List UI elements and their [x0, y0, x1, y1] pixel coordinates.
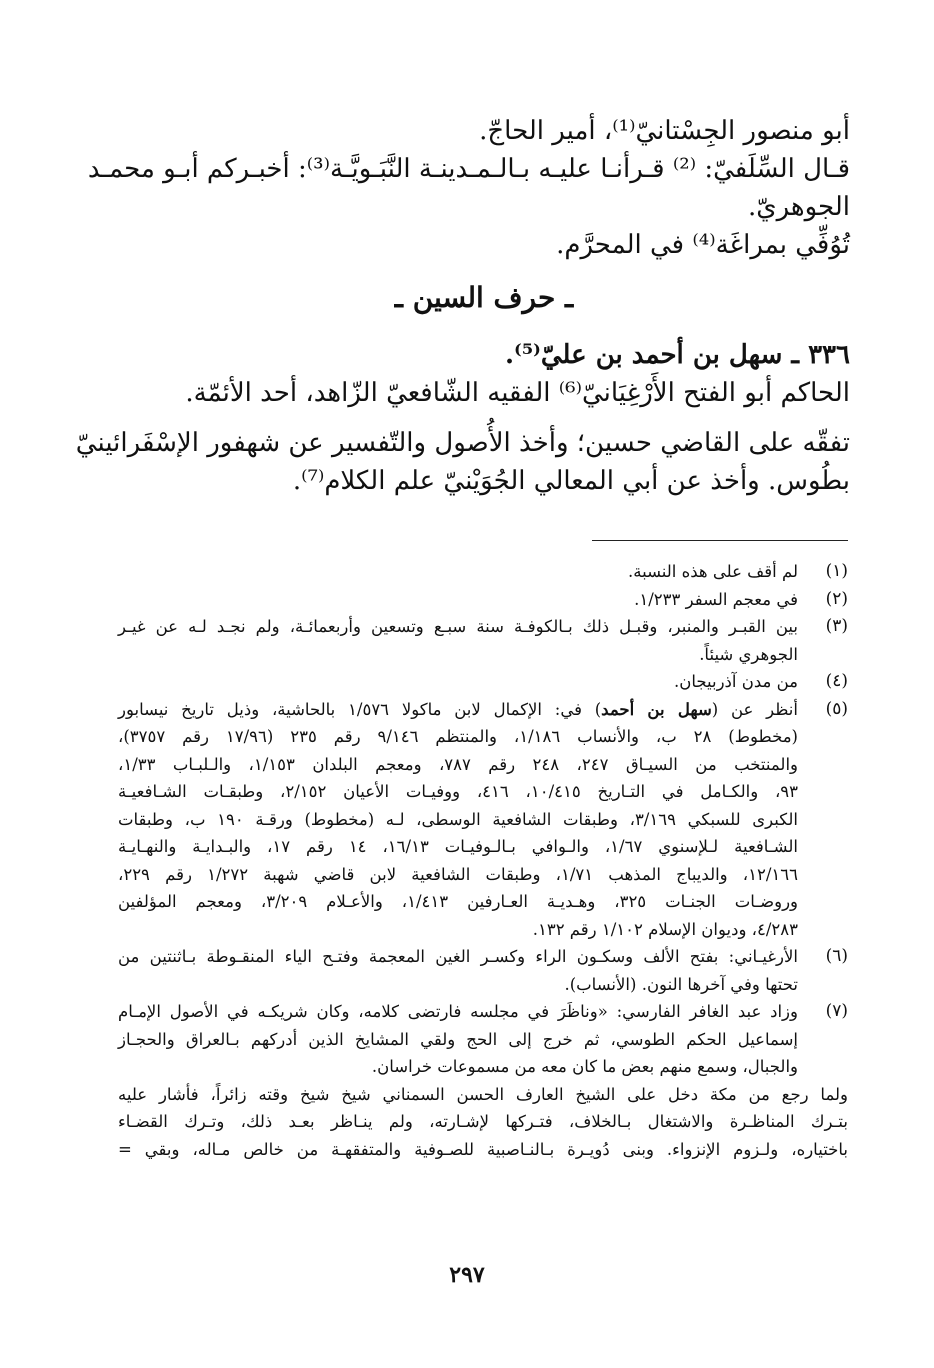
footnote [118, 613, 848, 668]
footnote-number: (٧) [825, 1001, 848, 1021]
footnote-number: (٤) [825, 671, 848, 691]
footnote-line: بين القبـر والمنبر، وقبـل ذلك بـالكوفـة سنة سبـع وتسعين وأربعمائـة، ولم نجـد لـه عن غيـر [118, 617, 798, 636]
footnote-line: باختياره، ولـزوم الإنزواء. وبنى دُويـرة بـالنـاصبية للصـوفية والمتفقهـة من خالص مـاله، وبقي = [118, 1139, 848, 1159]
text-line: تفقّه على القاضي حسين؛ وأخذ الأُصول والتّفسير عن شهفور الإسْفَرائينيّ [75, 428, 850, 458]
footnote-line: في معجم السفر ١/٢٣٣. [634, 589, 798, 609]
footnote-line: الأرغيـاني: بفتح الألف وسكـون الراء وكسـر الغين المعجمة وفتـح الياء المنقـوطة بـاثنتين من [118, 947, 798, 966]
entry-title: ٣٣٦ ـ سهل بن أحمد بن عليّ⁽⁵⁾. [504, 340, 850, 370]
text-line: أبو منصور الجِسْتانيّ⁽¹⁾، أمير الحاجّ. [479, 116, 850, 146]
footnote-line: ١٢/١٦٦، والديباج المذهب ١/٧١، وطبقات الشافعية لابن قاضي شهبة ١/٢٧٢ رقم ٢٢٩، [118, 864, 799, 884]
footnote-line: الجوهري شيئاً. [699, 644, 798, 664]
footnote [118, 998, 848, 1163]
footnote-line: وروضـات الجنـات ٣٢٥، وهـديـة العـارفين ١/٤١٣، والأعـلام ٣/٢٠٩، ومعجم المؤلفين [118, 892, 798, 911]
footnote-number: (٥) [825, 698, 848, 719]
footnote [118, 558, 848, 586]
footnote-line: (مخطوط) ٢٨ ب، والأنساب ١/١٨٦، والمنتظم ٩/١٤٦ رقم ٢٣٥ (١٧/٩٦ رقم ٣٧٥٧)، [118, 727, 798, 746]
text-line: تُوُفِّي بمراغَة⁽⁴⁾ في المحرَّم. [556, 230, 850, 260]
footnote-line: تحتها وفي آخرها النون. (الأنساب). [564, 974, 798, 994]
footnote-line: وزاد عبد الغافر الفارسي: «وناظَرَ في مجلسه فارتضى كلامه، وكان شريكـه في الأصول الإمـام [118, 1002, 798, 1021]
footnote-separator [592, 540, 848, 541]
footnote-line: والمنتخب من السيـاق ٢٤٧، ٢٤٨ رقم ٧٨٧، ومعجم البلدان ١/١٥٣، والـلبـاب ١/٣٣، [118, 754, 798, 774]
footnote [118, 668, 848, 696]
footnote-number: (٦) [825, 946, 848, 966]
footnote-line: الكبرى للسبكي ٣/١٦٩، وطبقات الشافعية الوسطى، لـه (مخطوط) ورقـة ١٩٠ ب، وطبقات [118, 809, 798, 829]
main-text [75, 112, 850, 500]
footnote-bold-name: سهل بن أحمد [601, 699, 712, 719]
footnote-number: (١) [825, 561, 848, 581]
paragraph-gap [118, 412, 850, 424]
footnote-line: إسماعيل الحكم الطوسي، ثم خرج إلى الحج ولقي المشايخ الذين أدركهم بـالعراق والحجـاز [118, 1029, 798, 1049]
footnote-line: من مدن آذربيجان. [673, 672, 798, 691]
footnote-line: والجبال، وسمع منهم بعض ما كان معه من مسموعات خراسان. [371, 1057, 798, 1076]
text-line: قـال السِّلَفيّ: ⁽²⁾ قـرأنـا عليـه بـالـمـدينـة النَّبَـويَّـة⁽³⁾: أخبـركم أبـو محمـد [87, 154, 850, 184]
text-line: الحاكم أبو الفتح الأَرْغِيَانيّ⁽⁶⁾ الفقيه الشّافعيّ الزّاهد، أحد الأئمّة. [185, 378, 850, 408]
footnote-line: ٤/٢٨٣، وديوان الإسلام ١/١٠٢ رقم ١٣٢. [532, 919, 798, 939]
footnotes [118, 558, 848, 1163]
footnote-number: (٢) [825, 588, 848, 609]
text-line: بطُوس. وأخذ عن أبي المعالي الجُوَيْنيّ علم الكلام⁽⁷⁾. [292, 466, 850, 496]
page-number: ٢٩٧ [449, 1262, 485, 1288]
footnote-line: لم أقف على هذه النسبة. [628, 562, 798, 581]
footnote-line: الشـافعية لـلإسنوي ١/٦٧، والـوافي بـالـوفيـات ١٦/١٣، ١٤ رقم ١٧، والبـدايـة والنهـايـة [118, 837, 798, 856]
footnote [118, 696, 848, 944]
footnote-line: بتـرك المناظـرة والاشتغال بـالخلاف، فتـركها لإشـارته، ولم ينـاظر بعـد ذلك، وتـرك القضـاء [118, 1112, 848, 1131]
footnote-number: (٣) [825, 616, 848, 636]
footnote [118, 586, 848, 614]
footnote [118, 943, 848, 998]
text-line: الجوهريّ. [747, 192, 850, 222]
section-heading: ـ حرف السين ـ [394, 281, 574, 314]
footnote-line: أنظر عن (سهل بن أحمد) في: الإكمال لابن ماكولا ١/٥٧٦ بالحاشية، وذيل تاريخ نيسابور [118, 699, 798, 719]
footnote-line: ولما رجع من مكة دخل على الشيخ العارف الحسن السمناني شيخ شيخ وقته زائراً، فأشار عليه [118, 1084, 848, 1104]
footnote-line: ٩٣، والكـامل في التـاريخ ١٠/٤١٥، ٤١٦، ووفيـات الأعيان ٢/١٥٢، وطبقـات الشـافعيـة [118, 782, 798, 801]
